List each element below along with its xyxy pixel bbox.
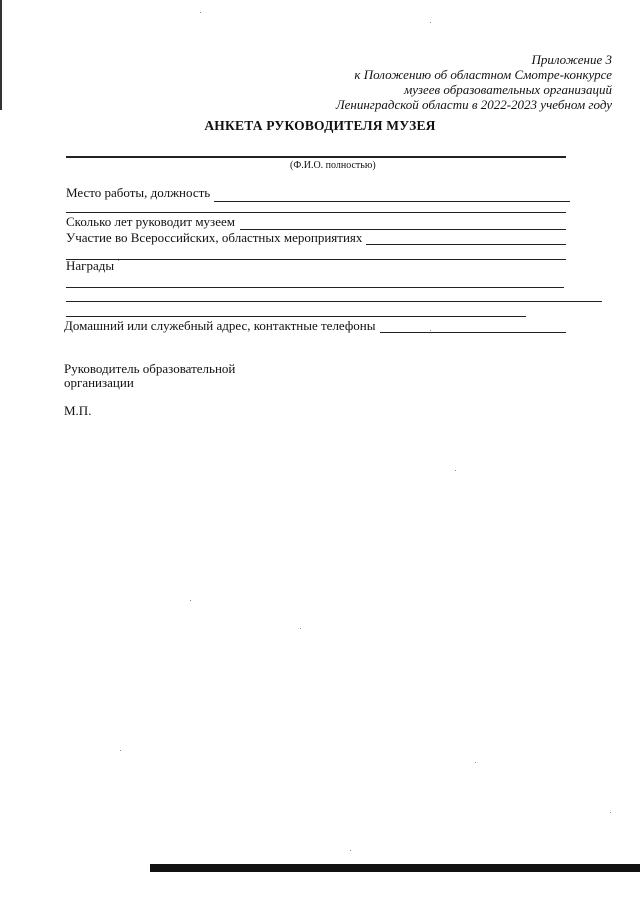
address-input-line[interactable] [380, 332, 566, 333]
address-label: Домашний или служебный адрес, контактные телефоны [64, 318, 376, 333]
awards-input-line-2[interactable] [66, 301, 602, 302]
appendix-line-2: к Положению об областном Смотре-конкурсе [354, 67, 612, 82]
scan-speck [190, 600, 191, 601]
signature-role-line-2: организации [64, 375, 134, 390]
scan-speck [610, 812, 611, 813]
awards-input-line-1[interactable] [66, 287, 564, 288]
scan-speck [455, 470, 456, 471]
participation-input-line-2[interactable] [66, 259, 566, 260]
participation-label: Участие во Всероссийских, областных мероприятиях [66, 230, 363, 245]
scan-speck [430, 22, 431, 23]
scan-edge-shadow [0, 0, 2, 110]
workplace-input-line[interactable] [214, 201, 570, 202]
signature-role-line-1: Руководитель образовательной [64, 361, 236, 376]
fio-caption: (Ф.И.О. полностью) [290, 160, 376, 171]
scan-speck [120, 750, 121, 751]
participation-input-line[interactable] [366, 244, 566, 245]
appendix-line-1: Приложение 3 [531, 52, 612, 67]
form-title: АНКЕТА РУКОВОДИТЕЛЯ МУЗЕЯ [204, 118, 436, 133]
scan-speck [118, 260, 119, 261]
workplace-label: Место работы, должность [66, 185, 211, 200]
years-label: Сколько лет руководит музеем [66, 214, 235, 229]
appendix-line-3: музеев образовательных организаций [403, 82, 612, 97]
awards-input-line-3[interactable] [66, 316, 526, 317]
awards-label: Награды [66, 258, 115, 273]
scan-speck [300, 628, 301, 629]
appendix-header [336, 52, 612, 112]
scan-speck [475, 762, 476, 763]
stamp-place-label: М.П. [64, 403, 92, 418]
scan-speck [350, 850, 351, 851]
scan-speck [200, 12, 201, 13]
workplace-input-line-2[interactable] [66, 212, 566, 213]
fio-input-line[interactable] [66, 156, 566, 158]
appendix-line-4: Ленинградской области в 2022-2023 учебном году [335, 97, 612, 112]
scan-bottom-shadow [150, 864, 640, 872]
scan-speck [430, 330, 431, 331]
